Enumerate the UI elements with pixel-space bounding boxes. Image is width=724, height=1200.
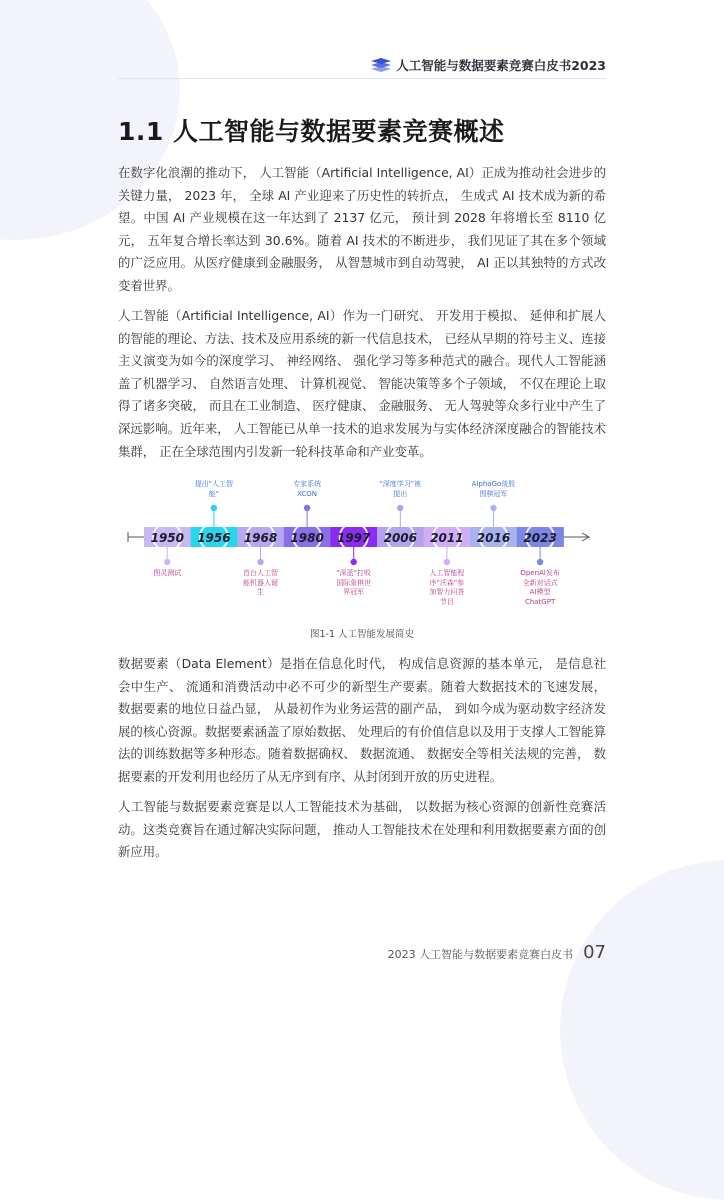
timeline-dot-2023 bbox=[537, 559, 543, 565]
timeline-event-1980: 专家系统XCON bbox=[293, 480, 322, 498]
timeline-event-1956: 提出"人工智能" bbox=[194, 480, 233, 498]
timeline-event-2006: "深度学习"被提出 bbox=[379, 480, 422, 498]
timeline-dot-1968 bbox=[257, 559, 263, 565]
paragraph-competition: 人工智能与数据要素竞赛是以人工智能技术为基础， 以数据为核心资源的创新性竞赛活动。这类竞赛旨在通过解决实际问题， 推动人工智能技术在处理和利用数据要素方面的创新应用。 bbox=[118, 799, 606, 860]
header-divider bbox=[118, 78, 606, 79]
timeline-year-1997: 1997 bbox=[336, 531, 371, 545]
page-footer bbox=[388, 942, 606, 963]
section-title: 1.1 人工智能与数据要素竞赛概述 bbox=[118, 117, 505, 146]
timeline-event-1997: "深蓝"打败国际象棋世界冠军 bbox=[336, 569, 372, 596]
timeline-year-2006: 2006 bbox=[383, 531, 417, 545]
timeline-dot-1956 bbox=[211, 505, 217, 511]
paragraph-data-element: 数据要素（Data Element）是指在信息化时代， 构成信息资源的基本单元， 是信息社会中生产、 流通和消费活动中必不可少的新型生产要素。随着大数据技术的飞速发展， 数据要素的地位日益凸显， 从最初作为业务运营的副产品， 到如今成为驱动数字经济发展的核心资源。数据要素涵盖了原始数据、 处理后的有价值信息以及用于支撑人工智能算法的训练数据等多种形态。随着数据确权、 数据流通、 数据安全等相关法规的完善， 数据要素的开发利用也经历了从无序到有序、从封闭到开放的历史进程。 bbox=[118, 656, 606, 784]
header-title: 人工智能与数据要素竞赛白皮书2023 bbox=[396, 58, 606, 73]
decorative-circle-bottom-right bbox=[560, 860, 724, 1200]
timeline-year-2016: 2016 bbox=[476, 531, 511, 545]
timeline-dot-1997 bbox=[351, 559, 357, 565]
timeline-dot-2006 bbox=[397, 505, 403, 511]
timeline-event-1968: 首台人工智能机器人诞生 bbox=[243, 569, 278, 596]
timeline-year-1950: 1950 bbox=[150, 531, 184, 545]
paragraph-ai-industry: 在数字化浪潮的推动下， 人工智能（Artificial Intelligence, AI）正成为推动社会进步的关键力量， 2023 年， 全球 AI 产业迎来了历史性的转折点， 生成式 AI 技术成为新的希望。中国 AI 产业规模在这一年达到了 2137 亿元， 预计到 2028 年将增长至 8110 亿元， 五年复合增长率达到 30.6%。随着 AI 技术的不断进步， 我们见证了其在多个领域的广泛应用。从医疗健康到金融服务， 从智慧城市到自动驾驶， AI 正以其独特的方式改变着世界。 bbox=[118, 165, 606, 293]
ai-history-timeline bbox=[118, 476, 606, 616]
timeline-event-1950: 图灵测试 bbox=[153, 569, 182, 577]
timeline-event-2023: OpenAI发布全新对话式AI模型ChatGPT bbox=[520, 569, 560, 606]
timeline-year-1956: 1956 bbox=[197, 531, 231, 545]
footer-title: 2023 人工智能与数据要素竞赛白皮书 bbox=[387, 948, 574, 961]
timeline-year-2011: 2011 bbox=[430, 531, 464, 545]
figure-caption: 图1-1 人工智能发展简史 bbox=[309, 629, 415, 640]
timeline-dot-1980 bbox=[304, 505, 310, 511]
page-header bbox=[371, 56, 606, 74]
page-number: 07 bbox=[583, 942, 606, 963]
timeline-dot-2016 bbox=[490, 505, 496, 511]
timeline-year-1980: 1980 bbox=[290, 531, 324, 545]
timeline-dot-2011 bbox=[444, 559, 450, 565]
timeline-event-2016: AlphaGo战胜围棋冠军 bbox=[471, 480, 516, 498]
timeline-year-2023: 2023 bbox=[523, 531, 557, 545]
timeline-event-2011: 人工智能程序"沃森"参加智力问答节目 bbox=[429, 569, 465, 606]
paragraph-ai-definition: 人工智能（Artificial Intelligence, AI）作为一门研究、 开发用于模拟、 延伸和扩展人的智能的理论、方法、技术及应用系统的新一代信息技术， 已经从早期的符号主义、连接主义演变为如今的深度学习、 神经网络、 强化学习等多种范式的融合。现代人工智能涵盖了机器学习、 自然语言处理、 计算机视觉、 智能决策等多个子领域， 不仅在理论上取得了诸多突破， 而且在工业制造、 医疗健康、 金融服务、 无人驾驶等众多行业中产生了深远影响。近年来， 人工智能已从单一技术的追求发展为与实体经济深度融合的智能技术集群， 正在全球范围内引发新一轮科技革命和产业变革。 bbox=[118, 308, 606, 459]
timeline-year-1968: 1968 bbox=[243, 531, 278, 545]
timeline-dot-1950 bbox=[164, 559, 170, 565]
stacked-layers-icon bbox=[371, 58, 391, 72]
